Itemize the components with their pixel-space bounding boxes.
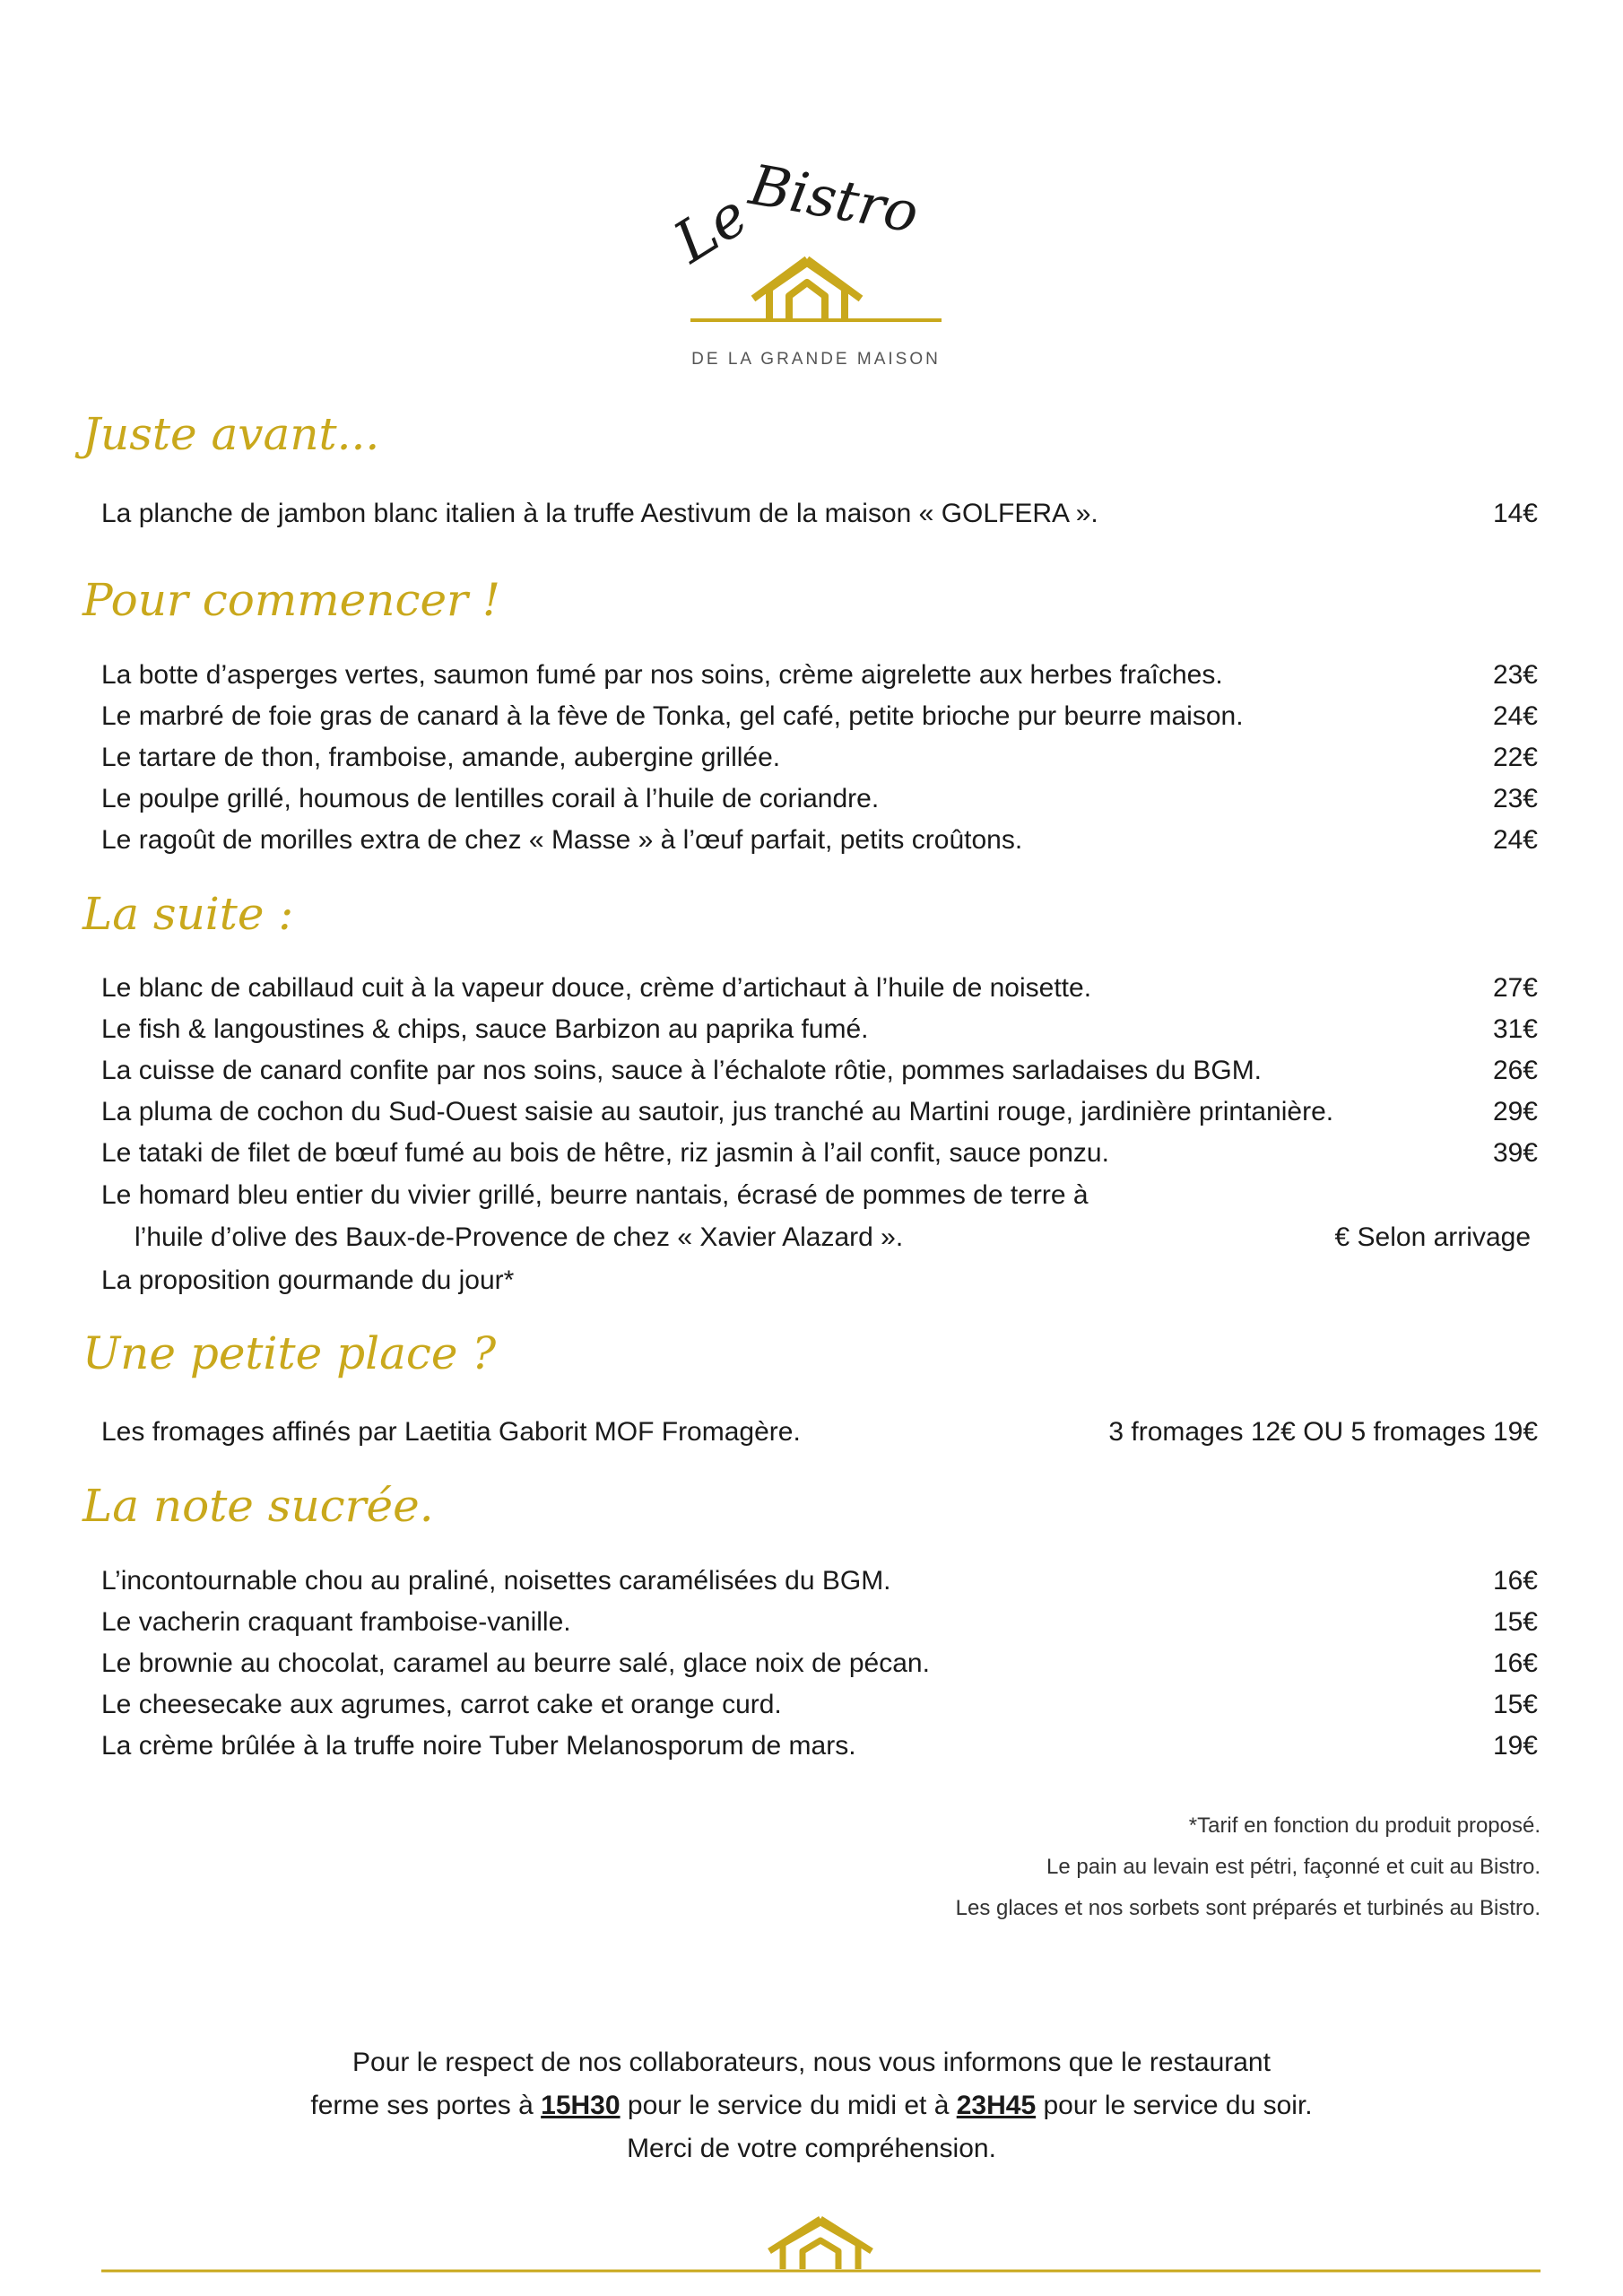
item-price: 3 fromages 12€ OU 5 fromages 19€ <box>1108 1417 1538 1447</box>
item-name: Le blanc de cabillaud cuit à la vapeur douce, crème d’artichaut à l’huile de noisette. <box>101 973 1092 1003</box>
menu-item <box>101 1561 1538 1602</box>
menu-item <box>101 1602 1538 1643</box>
section-title-une-petite-place: Une petite place ? <box>82 1327 497 1379</box>
item-name: Le ragoût de morilles extra de chez « Masse » à l’œuf parfait, petits croûtons. <box>101 825 1023 855</box>
item-price: 15€ <box>1492 1607 1538 1637</box>
item-price: 15€ <box>1492 1690 1538 1719</box>
menu-item <box>101 1643 1538 1684</box>
item-name: Le vacherin craquant framboise-vanille. <box>101 1607 571 1637</box>
item-name: Les fromages affinés par Laetitia Gaborit MOF Fromagère. <box>101 1417 801 1447</box>
menu-item <box>101 1260 1538 1301</box>
item-name-continuation: l’huile d’olive des Baux-de-Provence de chez « Xavier Alazard ». <box>135 1222 904 1252</box>
section-title-pour-commencer: Pour commencer ! <box>82 574 500 626</box>
note-pain: Le pain au levain est pétri, façonné et cuit au Bistro. <box>1046 1855 1541 1879</box>
menu-item <box>101 1050 1538 1091</box>
footer-divider <box>101 2215 1541 2278</box>
menu-item <box>101 1133 1538 1174</box>
item-price: 22€ <box>1492 743 1538 772</box>
menu-item <box>101 1009 1538 1050</box>
item-name: Le cheesecake aux agrumes, carrot cake et orange curd. <box>101 1690 782 1719</box>
footer-line-1: Pour le respect de nos collaborateurs, nous vous informons que le restaurant <box>352 2048 1271 2077</box>
logo-subtitle: DE LA GRANDE MAISON <box>691 350 941 369</box>
menu-item <box>101 1175 1538 1216</box>
item-price: 23€ <box>1492 784 1538 813</box>
item-price: € Selon arrivage <box>1334 1222 1531 1252</box>
item-price: 29€ <box>1492 1097 1538 1126</box>
menu-item <box>101 1091 1538 1133</box>
logo-bistro-text: Bistro <box>744 152 924 246</box>
item-name: La cuisse de canard confite par nos soins, sauce à l’échalote rôtie, pommes sarladaises du BGM. <box>101 1056 1263 1085</box>
item-name: Le brownie au chocolat, caramel au beurre salé, glace noix de pécan. <box>101 1648 930 1678</box>
menu-item <box>101 493 1538 535</box>
item-name: La botte d’asperges vertes, saumon fumé par nos soins, crème aigrelette aux herbes fraîches. <box>101 660 1223 690</box>
menu-item <box>101 1412 1538 1453</box>
house-icon <box>769 2219 872 2269</box>
house-icon <box>753 259 861 318</box>
menu-item <box>101 1726 1538 1767</box>
item-price: 23€ <box>1492 660 1538 690</box>
footer-line-3: Merci de votre compréhension. <box>627 2134 996 2163</box>
item-price: 27€ <box>1492 973 1538 1003</box>
item-name: Le homard bleu entier du vivier grillé, beurre nantais, écrasé de pommes de terre à <box>101 1180 1089 1210</box>
footer-text: ferme ses portes à <box>310 2091 542 2120</box>
item-price: 14€ <box>1492 499 1538 528</box>
menu-item <box>101 820 1538 861</box>
section-title-la-note-sucree: La note sucrée. <box>82 1480 434 1532</box>
lunch-closing-time: 15H30 <box>541 2091 621 2120</box>
item-name: La proposition gourmande du jour* <box>101 1265 515 1295</box>
footer-text: pour le service du soir. <box>1036 2091 1313 2120</box>
section-title-juste-avant: Juste avant... <box>82 408 380 460</box>
item-price: 39€ <box>1492 1138 1538 1168</box>
menu-item <box>101 737 1538 778</box>
note-tarif: *Tarif en fonction du produit proposé. <box>1188 1813 1541 1838</box>
footer-text: pour le service du midi et à <box>620 2091 957 2120</box>
menu-item <box>101 1684 1538 1726</box>
item-price: 16€ <box>1492 1648 1538 1678</box>
item-name: Le marbré de foie gras de canard à la fève de Tonka, gel café, petite brioche pur beurre maison. <box>101 701 1244 731</box>
section-title-la-suite: La suite : <box>82 888 294 940</box>
item-name: Le fish & langoustines & chips, sauce Barbizon au paprika fumé. <box>101 1014 869 1044</box>
item-name: La crème brûlée à la truffe noire Tuber Melanosporum de mars. <box>101 1731 856 1761</box>
item-name: La planche de jambon blanc italien à la truffe Aestivum de la maison « GOLFERA ». <box>101 499 1098 528</box>
item-price: 26€ <box>1492 1056 1538 1085</box>
menu-item-price-row <box>101 1217 1538 1258</box>
menu-item <box>101 696 1538 737</box>
item-price: 24€ <box>1492 825 1538 855</box>
item-price: 16€ <box>1492 1566 1538 1596</box>
note-glaces: Les glaces et nos sorbets sont préparés et turbinés au Bistro. <box>955 1896 1541 1920</box>
item-price: 31€ <box>1492 1014 1538 1044</box>
item-name: L’incontournable chou au praliné, noisettes caramélisées du BGM. <box>101 1566 891 1596</box>
logo <box>664 148 968 381</box>
item-name: Le tartare de thon, framboise, amande, aubergine grillée. <box>101 743 781 772</box>
dinner-closing-time: 23H45 <box>956 2091 1037 2120</box>
menu-item <box>101 778 1538 820</box>
menu-item <box>101 968 1538 1009</box>
footer-line-2 <box>0 2084 1623 2127</box>
menu-item <box>101 655 1538 696</box>
logo-le-text: Le <box>664 181 759 277</box>
item-name: Le tataki de filet de bœuf fumé au bois de hêtre, riz jasmin à l’ail confit, sauce ponzu. <box>101 1138 1109 1168</box>
item-price: 24€ <box>1492 701 1538 731</box>
item-price: 19€ <box>1492 1731 1538 1761</box>
item-name: La pluma de cochon du Sud-Ouest saisie au sautoir, jus tranché au Martini rouge, jardinière printanière. <box>101 1097 1334 1126</box>
item-name: Le poulpe grillé, houmous de lentilles corail à l’huile de coriandre. <box>101 784 880 813</box>
